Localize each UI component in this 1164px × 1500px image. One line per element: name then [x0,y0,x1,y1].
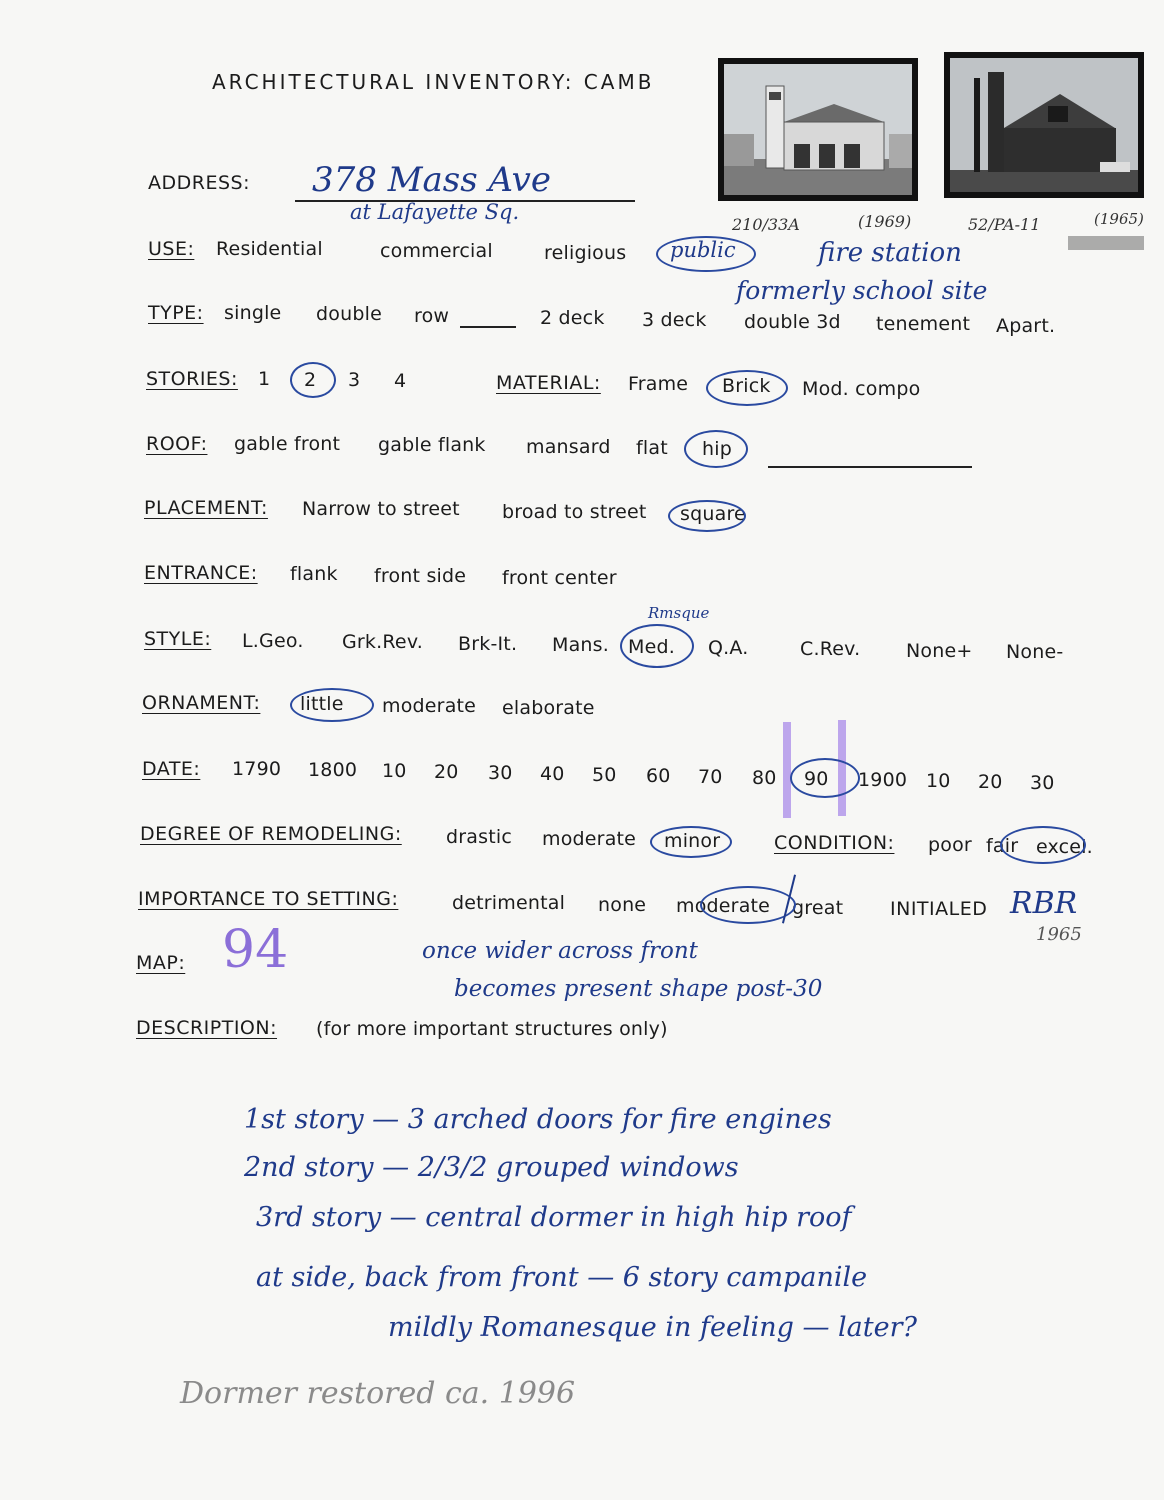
building-photo-1969 [718,58,918,201]
condition-option-poor: poor [928,834,972,856]
remodeling-option-moderate: moderate [542,828,637,850]
use-label: USE: [148,238,195,260]
placement-option-narrow: Narrow to street [302,498,460,520]
description-line-4: at side, back from front — 6 story campanile [256,1262,868,1293]
date-option-80: 80 [752,767,777,789]
use-note-formerly-school: formerly school site [736,276,988,305]
style-note-romanesque: Rmsque [648,604,710,622]
entrance-option-front-side: front side [374,565,467,587]
date-option-10-b: 10 [926,770,951,792]
date-purple-mark-left [783,722,791,818]
placement-selected-circle [668,500,746,532]
use-option-commercial: commercial [380,240,493,262]
style-option-crev: C.Rev. [800,638,861,660]
roof-option-hip: hip [702,438,732,460]
initialed-label: INITIALED [890,898,988,920]
pencil-note-dormer-restored: Dormer restored ca. 1996 [180,1376,576,1411]
remodeling-option-drastic: drastic [446,826,512,848]
remodeling-label: DEGREE OF REMODELING: [140,823,402,845]
scribbled-out-mark [1068,236,1144,250]
map-label: MAP: [136,952,186,974]
material-option-brick: Brick [722,375,771,397]
date-option-60: 60 [646,765,671,787]
date-option-20-b: 20 [978,771,1003,793]
date-option-1900: 1900 [858,769,908,791]
type-option-2-deck: 2 deck [540,307,605,329]
type-option-tenement: tenement [876,313,971,335]
roof-label: ROOF: [146,433,208,455]
date-option-90: 90 [804,768,829,790]
initialed-value: RBR [1010,886,1078,921]
importance-option-none: none [598,894,647,916]
condition-selected-circle [1000,826,1086,864]
condition-option-excel: excel. [1036,836,1093,858]
description-line-3: 3rd story — central dormer in high hip roof [256,1202,852,1233]
type-option-single: single [224,302,282,324]
importance-label: IMPORTANCE TO SETTING: [138,888,399,910]
type-blank-line [460,326,516,328]
ornament-option-elaborate: elaborate [502,697,595,719]
type-option-3-deck: 3 deck [642,309,707,331]
roof-option-mansard: mansard [526,436,611,458]
use-option-public: public [670,238,736,262]
date-option-10: 10 [382,760,407,782]
use-selected-circle [656,236,756,272]
address-note: at Lafayette Sq. [350,200,520,224]
map-note-once-wider: once wider across front [422,938,698,964]
stories-option-4: 4 [394,370,407,392]
photo-2-image [950,58,1138,192]
importance-option-moderate: moderate [676,895,771,917]
stories-option-2: 2 [304,369,317,391]
roof-selected-circle [684,430,748,468]
importance-selected-circle [700,886,796,924]
condition-label: CONDITION: [774,832,895,854]
date-label: DATE: [142,758,201,780]
description-hint: (for more important structures only) [316,1018,668,1040]
date-option-1800: 1800 [308,759,358,781]
stories-selected-circle [290,362,336,398]
style-option-none-plus: None+ [906,640,973,662]
type-option-double: double [316,303,382,325]
building-photo-1965 [944,52,1144,198]
style-option-lgeo: L.Geo. [242,630,304,652]
remodeling-selected-circle [650,826,732,858]
type-option-row: row [414,305,450,327]
use-option-religious: religious [544,242,627,264]
description-line-1: 1st story — 3 arched doors for fire engines [244,1104,832,1135]
roof-option-flat: flat [636,437,668,459]
style-label: STYLE: [144,628,212,650]
material-option-frame: Frame [628,373,689,395]
material-label: MATERIAL: [496,372,601,394]
photo-2-code: 52/PA-11 [968,215,1041,234]
ornament-label: ORNAMENT: [142,692,261,714]
description-label: DESCRIPTION: [136,1017,278,1039]
importance-option-great: great [792,897,844,919]
roof-blank-line [768,466,972,468]
form-title: ARCHITECTURAL INVENTORY: CAMB [212,70,655,94]
date-option-50: 50 [592,764,617,786]
photo-2-year: (1965) [1094,210,1144,228]
type-label: TYPE: [148,302,204,324]
style-selected-circle [620,624,694,668]
description-line-5: mildly Romanesque in feeling — later? [388,1312,917,1343]
date-selected-circle [790,758,860,798]
placement-option-square: square [680,503,746,525]
type-option-double-3d: double 3d [744,311,841,333]
style-option-brkit: Brk-It. [458,633,518,655]
stories-option-1: 1 [258,368,271,390]
material-selected-circle [706,370,788,406]
map-note-present-shape: becomes present shape post-30 [454,976,823,1002]
date-option-30-b: 30 [1030,772,1055,794]
address-label: ADDRESS: [148,172,250,194]
condition-option-fair: fair [986,835,1019,857]
photo-1-image [724,64,912,195]
ornament-option-little: little [300,693,344,715]
stories-label: STORIES: [146,368,238,390]
description-line-2: 2nd story — 2/3/2 grouped windows [244,1152,739,1183]
date-option-40: 40 [540,763,565,785]
type-option-apart: Apart. [996,315,1056,337]
entrance-label: ENTRANCE: [144,562,258,584]
style-option-mans: Mans. [552,634,610,656]
style-option-none-minus: None- [1006,641,1064,663]
ornament-selected-circle [290,688,374,722]
placement-label: PLACEMENT: [144,497,268,519]
date-option-70: 70 [698,766,723,788]
date-option-1790: 1790 [232,758,282,780]
roof-option-gable-flank: gable flank [378,434,486,456]
use-option-residential: Residential [216,238,323,260]
photo-1-year: (1969) [858,212,912,231]
date-option-20: 20 [434,761,459,783]
style-option-qa: Q.A. [708,637,749,659]
importance-option-detrimental: detrimental [452,892,566,914]
remodeling-option-minor: minor [664,830,721,852]
style-option-grkrev: Grk.Rev. [342,631,424,653]
material-option-mod-compo: Mod. compo [802,378,921,400]
photo-1-code: 210/33A [732,215,800,234]
ornament-option-moderate: moderate [382,695,477,717]
entrance-option-front-center: front center [502,567,617,589]
use-note-fire-station: fire station [818,238,962,268]
style-option-med: Med. [628,636,675,658]
roof-option-gable-front: gable front [234,433,341,455]
map-value: 94 [222,920,289,980]
placement-option-broad: broad to street [502,501,647,523]
date-option-30: 30 [488,762,513,784]
address-value: 378 Mass Ave [312,160,551,200]
stories-option-3: 3 [348,369,361,391]
initialed-year: 1965 [1036,924,1082,945]
entrance-option-flank: flank [290,563,338,585]
